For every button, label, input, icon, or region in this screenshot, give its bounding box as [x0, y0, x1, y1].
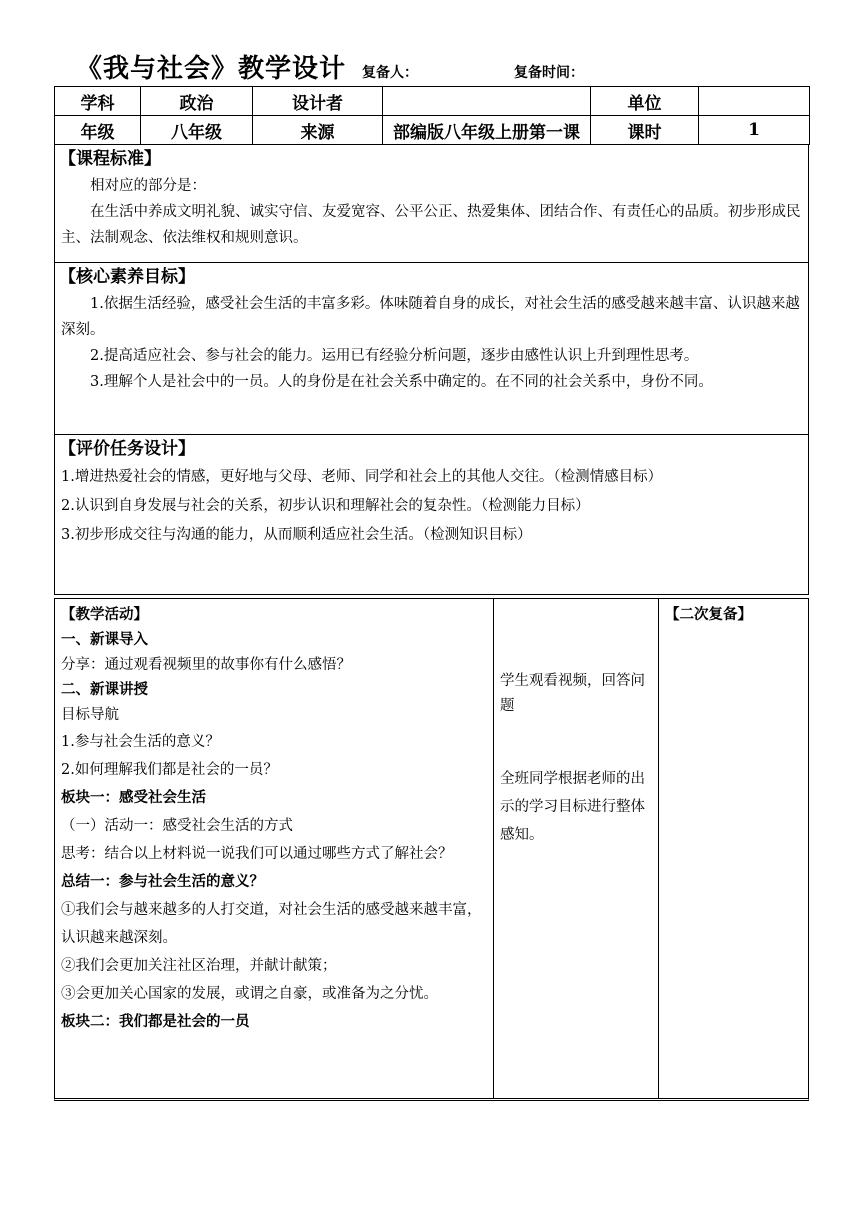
goal-item: 3.理解个人是社会中的一员。人的身份是在社会关系中确定的。在不同的社会关系中，身份不同。: [90, 374, 713, 390]
summary-point: ②我们会更加关注社区治理，并献计献策；: [61, 958, 337, 974]
activity-item: （一）活动一：感受社会生活的方式: [61, 818, 293, 834]
cell-subject-label: 学科: [55, 87, 141, 116]
review-heading: 【二次复备】: [665, 607, 752, 623]
goals-heading: 【核心素养目标】: [59, 267, 195, 287]
question-item: 2.如何理解我们都是社会的一员？: [61, 762, 278, 778]
think-text: 思考：结合以上材料说一说我们可以通过哪些方式了解社会？: [61, 846, 453, 862]
cell-designer-label: 设计者: [253, 87, 383, 116]
table-row: [55, 116, 810, 145]
title-row: [76, 48, 584, 88]
summary-point: ①我们会与越来越多的人打交道，对社会生活的感受越来越丰富，认识越来越深刻。: [61, 902, 482, 946]
cell-unit: [699, 87, 810, 116]
block-heading: 板块二：我们都是社会的一员: [61, 1014, 250, 1030]
student-activity: 学生观看视频，回答问题: [500, 673, 645, 714]
cell-period: 1: [699, 116, 810, 145]
cell-grade: 八年级: [141, 116, 253, 145]
section-lecture-heading: 二、新课讲授: [61, 682, 148, 698]
goals-section: [54, 263, 809, 435]
summary-point: ③会更加关心国家的发展，或谓之自豪，或准备为之分忧。: [61, 986, 438, 1002]
reviewer-label: 复备人：: [362, 65, 419, 81]
cell-source-label: 来源: [253, 116, 383, 145]
standard-line: 相对应的部分是：: [90, 178, 206, 194]
activity-heading: 【教学活动】: [61, 607, 148, 623]
cell-unit-label: 单位: [591, 87, 699, 116]
goal-nav: 目标导航: [61, 707, 119, 723]
cell-period-label: 课时: [591, 116, 699, 145]
evaluation-section: [54, 435, 809, 595]
activity-column: [55, 599, 494, 1098]
student-activity: 全班同学根据老师的出示的学习目标进行整体感知。: [500, 771, 645, 843]
evaluation-heading: 【评价任务设计】: [59, 439, 195, 459]
table-row: [55, 87, 810, 116]
standard-line: 在生活中养成文明礼貌、诚实守信、友爱宽容、公平公正、热爱集体、团结合作、有责任心的品质。初步形成民主、法制观念、依法维权和规则意识。: [61, 204, 801, 246]
block-heading: 板块一：感受社会生活: [61, 790, 206, 806]
standard-section: [54, 145, 809, 263]
student-column: [494, 599, 659, 1098]
cell-subject: 政治: [141, 87, 253, 116]
info-table: [54, 86, 810, 145]
standard-heading: 【课程标准】: [59, 149, 161, 169]
evaluation-item: 2.认识到自身发展与社会的关系，初步认识和理解社会的复杂性。（检测能力目标）: [61, 498, 590, 514]
review-column: [659, 599, 808, 1098]
intro-text: 分享：通过观看视频里的故事你有什么感悟？: [61, 657, 351, 673]
cell-source: 部编版八年级上册第一课: [383, 116, 591, 145]
summary-heading: 总结一：参与社会生活的意义？: [61, 874, 264, 890]
evaluation-item: 3.初步形成交往与沟通的能力，从而顺利适应社会生活。（检测知识目标）: [61, 527, 532, 543]
evaluation-item: 1.增进热爱社会的情感，更好地与父母、老师、同学和社会上的其他人交往。（检测情感目标）: [61, 469, 663, 485]
goal-item: 1.依据生活经验，感受社会生活的丰富多彩。体味随着自身的成长，对社会生活的感受越来越丰富、认识越来越深刻。: [61, 296, 800, 338]
goal-item: 2.提高适应社会、参与社会的能力。运用已有经验分析问题，逐步由感性认识上升到理性思考。: [90, 348, 699, 364]
cell-grade-label: 年级: [55, 116, 141, 145]
page-title: 《我与社会》教学设计: [76, 54, 347, 84]
review-time-label: 复备时间：: [514, 65, 585, 81]
cell-designer: [383, 87, 591, 116]
question-item: 1.参与社会生活的意义？: [61, 734, 220, 750]
activity-table: [54, 598, 809, 1101]
section-intro-heading: 一、新课导入: [61, 632, 148, 648]
